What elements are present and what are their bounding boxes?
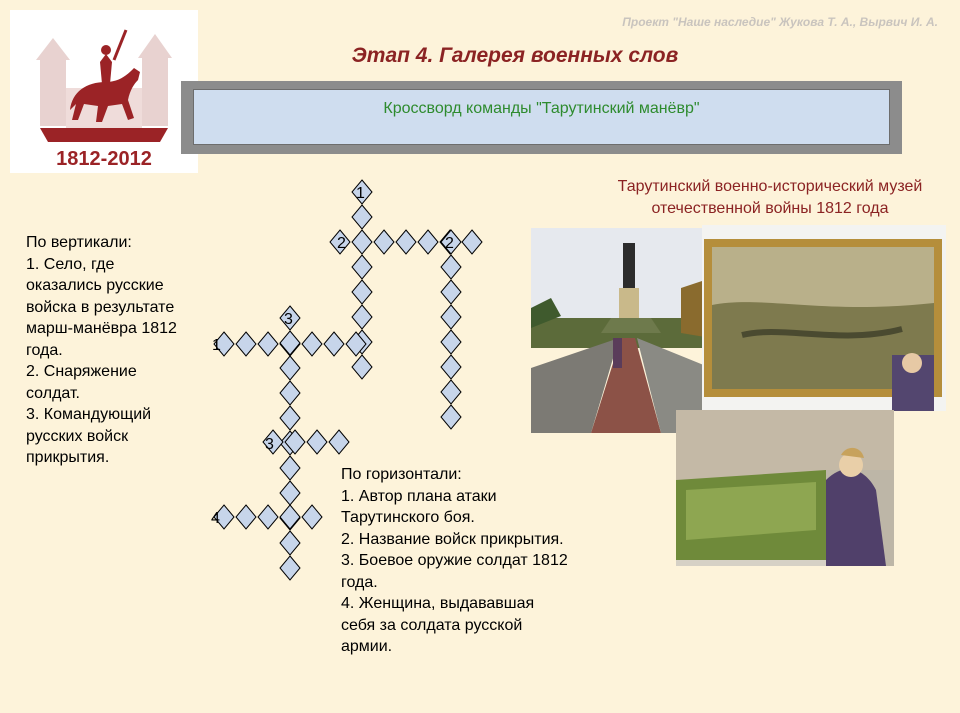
crossword-cell [352,280,372,304]
crossword-cell [374,230,394,254]
vertical-clue-2: 2. Снаряжение солдат. [26,363,137,402]
vertical-clue-1: 1. Село, где оказались русские войска в результате марш-манёвра 1812 года. [26,255,177,359]
crossword-cell [280,331,300,355]
crossword-number: 2 [445,235,454,252]
painting-photo [702,225,946,411]
crossword-cell [441,380,461,404]
crossword-cell [462,230,482,254]
crossword-cell [441,330,461,354]
crossword-cell [280,556,300,580]
horizontal-clues [341,464,571,658]
crossword-cell [352,230,372,254]
diorama-photo [676,410,894,566]
crossword-number: 4 [211,510,220,527]
crossword-cell [280,531,300,555]
crossword-cell [258,505,278,529]
crossword-cell [280,481,300,505]
crossword-cell [352,205,372,229]
museum-caption: Тарутинский военно-исторический музей отечественной войны 1812 года [617,178,923,217]
banner-title: Кроссворд команды "Тарутинский манёвр" [383,100,700,117]
crossword-cell [329,430,349,454]
stage-title: Этап 4. Галерея военных слов [351,44,679,67]
vertical-clues-title: По вертикали: [26,234,132,251]
logo-years: 1812-2012 [56,148,152,170]
crossword-cell [352,355,372,379]
crossword-cell [396,230,416,254]
crossword-cell [302,332,322,356]
crossword-cell [280,406,300,430]
crossword-cell [352,305,372,329]
horizontal-clue-2: 2. Название войск прикрытия. [341,530,564,548]
crossword-cell [441,405,461,429]
vertical-clue-3: 3. Командующий русских войск прикрытия. [26,406,152,466]
horizontal-clue-1: 1. Автор плана атаки Тарутинского боя. [341,487,497,526]
crossword-cell [441,355,461,379]
project-credit: Проект "Наше наследие" Жукова Т. А., Вырвич И. А. [622,15,938,29]
crossword-cell [352,255,372,279]
crossword-cell [441,280,461,304]
crossword-cell [418,230,438,254]
horizontal-clues-title: По горизонтали: [341,466,462,483]
crossword-cell [302,505,322,529]
monument-photo [531,228,711,433]
horizontal-clue-4: 4. Женщина, выдававшая себя за солдата русской армии. [341,595,535,655]
crossword-cell [280,505,300,529]
crossword-cell [280,456,300,480]
crossword-cell [280,356,300,380]
vertical-clues [26,232,186,469]
crossword-cell [324,332,344,356]
crossword-cell [441,255,461,279]
crossword-cell [258,332,278,356]
horizontal-clue-3: 3. Боевое оружие солдат 1812 года. [341,552,568,591]
crossword-cell [441,305,461,329]
crossword-cell [280,381,300,405]
crossword-cell [236,505,256,529]
crossword-number: 1 [356,185,365,202]
crossword-number: 1 [212,337,221,354]
crossword-number: 2 [337,235,346,252]
crossword-number: 3 [284,311,293,328]
crossword-cell [307,430,327,454]
crossword-number: 3 [265,436,274,453]
crossword-cell [236,332,256,356]
